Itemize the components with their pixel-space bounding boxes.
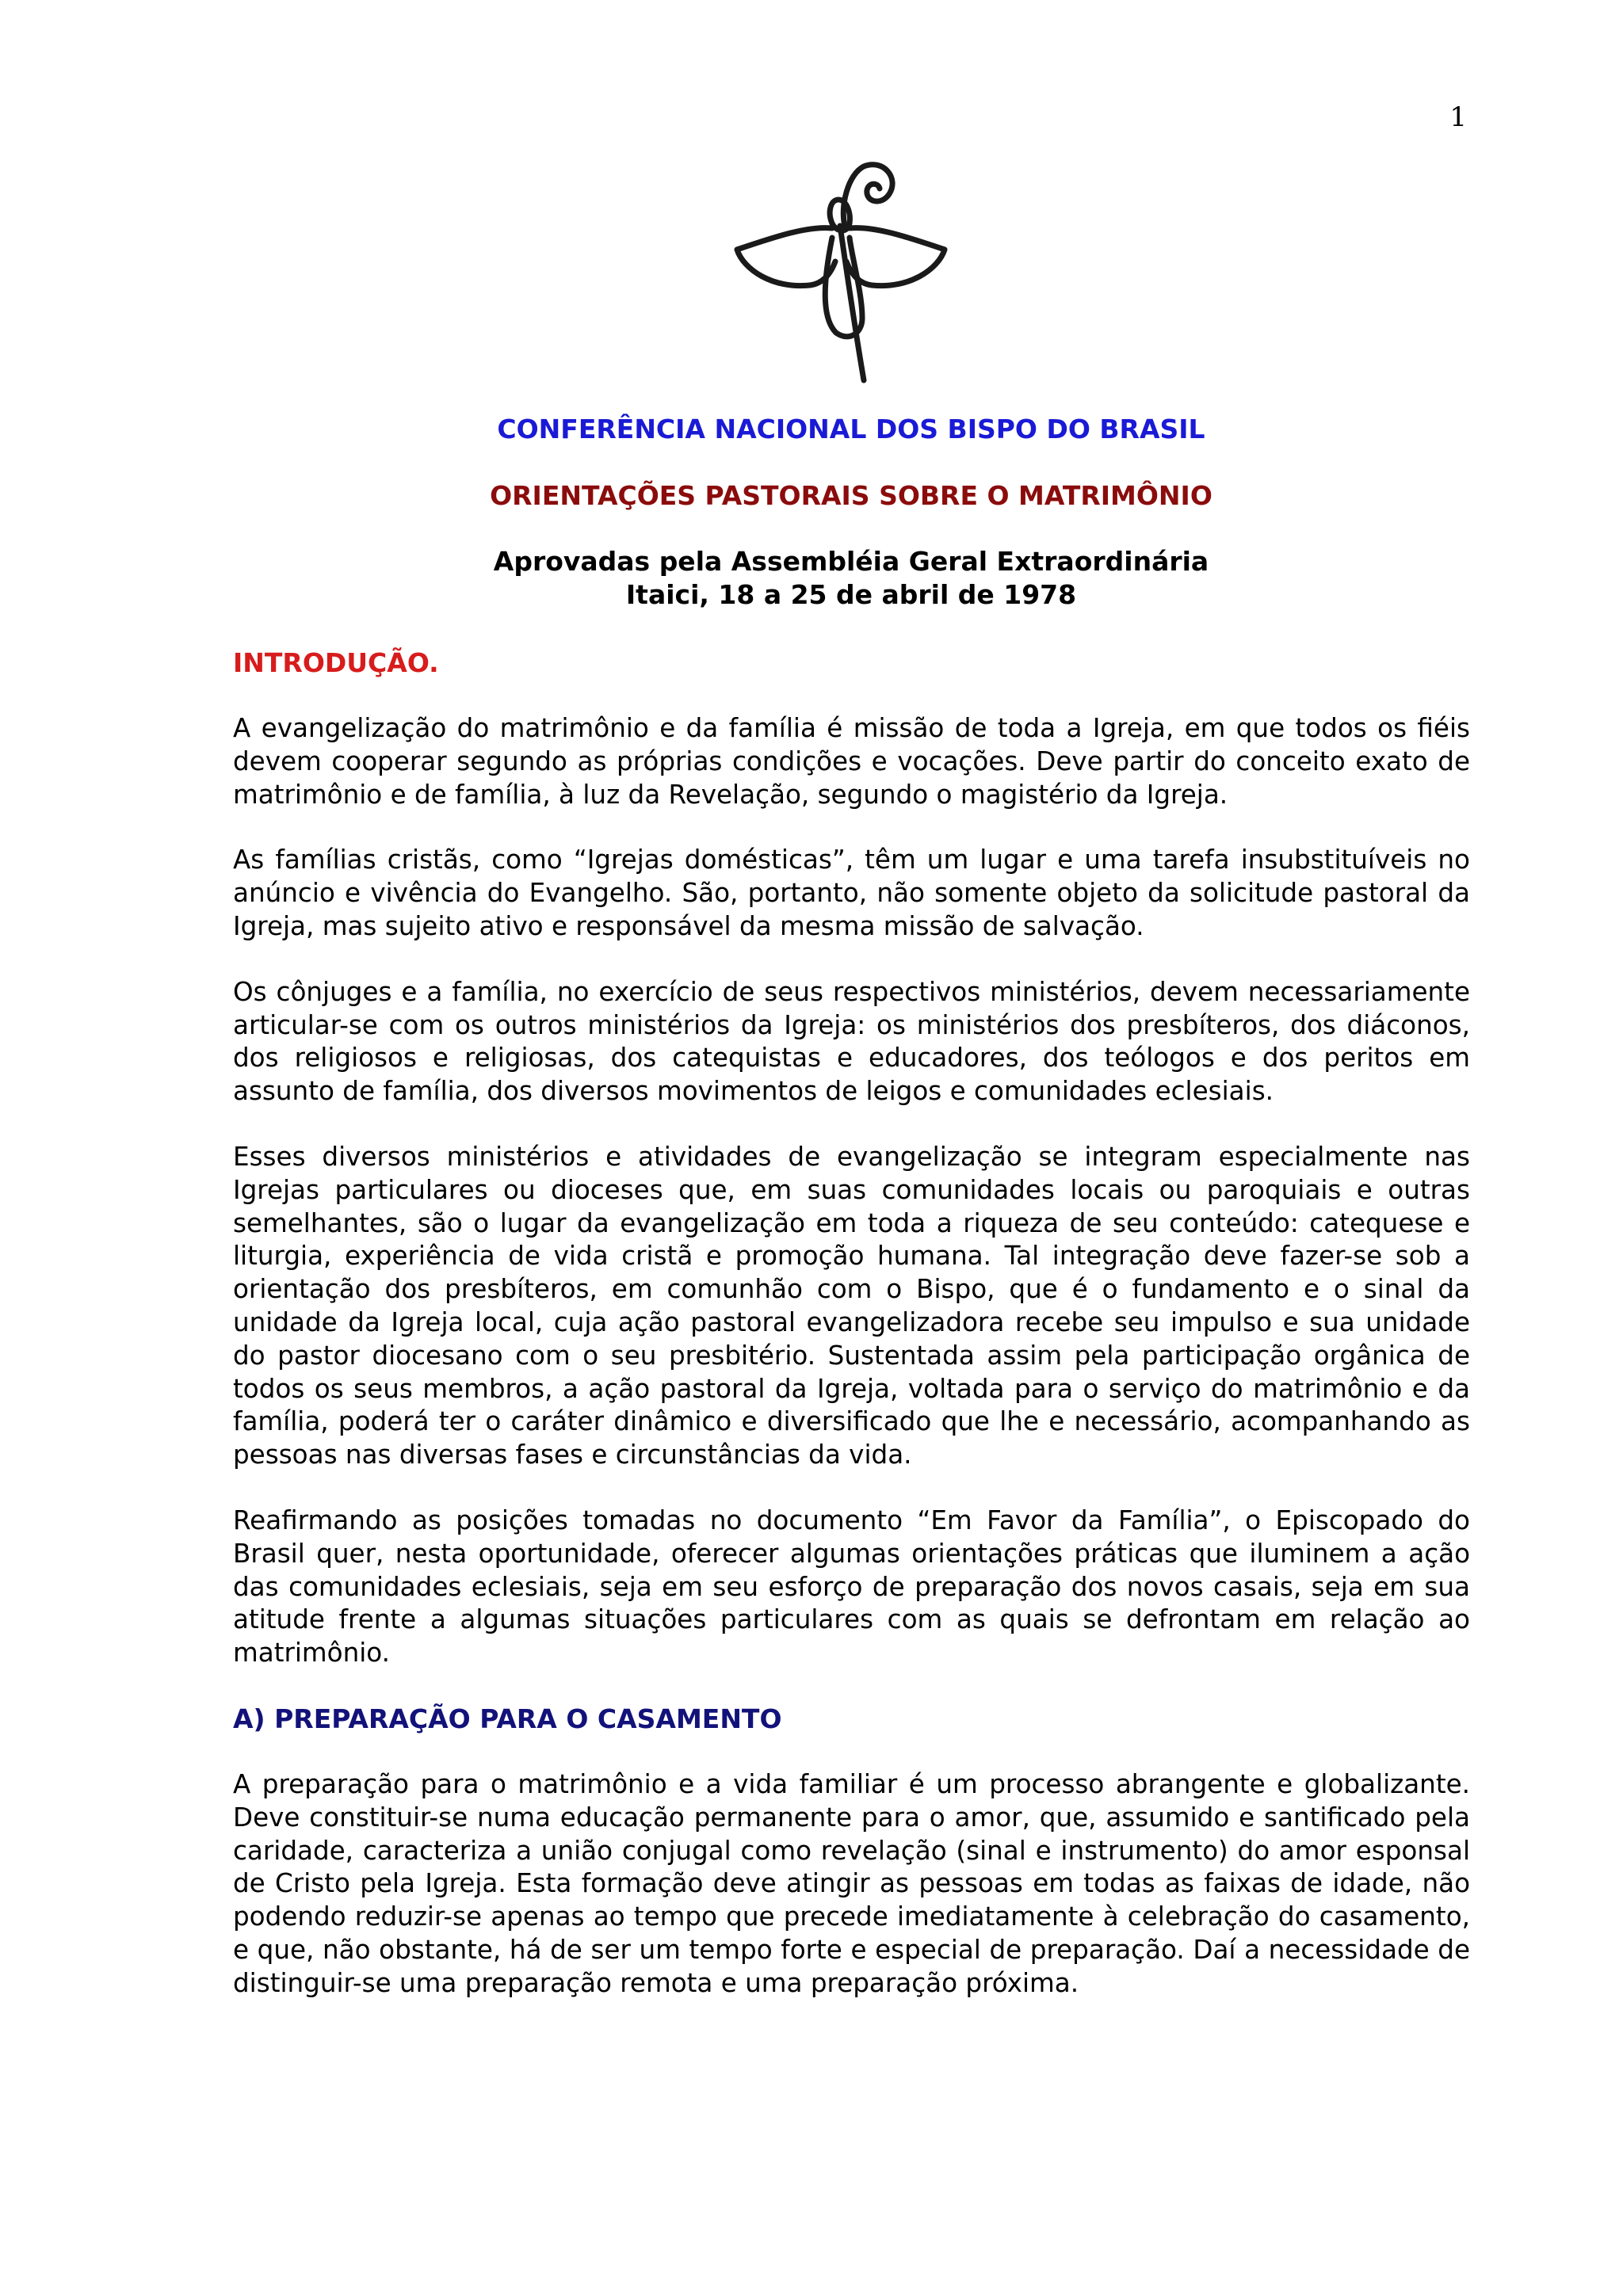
document-body (233, 646, 1470, 2033)
approval-info (233, 545, 1469, 612)
document-title: ORIENTAÇÕES PASTORAIS SOBRE O MATRIMÔNIO (490, 480, 1212, 511)
paragraph: A evangelização do matrimônio e da família é missão de toda a Igreja, em que todos os fiéis devem cooperar segundo as próprias condições e vocações. Deve partir do conceito exato de matrimônio e de família, à luz da Revelação, segundo o magistério da Igreja. (233, 713, 1470, 810)
page-number: 1 (1449, 101, 1467, 133)
paragraph: Os cônjuges e a família, no exercício de seus respectivos ministérios, devem necessariamente articular-se com os outros ministérios da Igreja: os ministérios dos presbíteros, dos diáconos, dos religiosos e religiosas, dos catequistas e educadores, dos teólogos e dos peritos em assunto de família, dos diversos movimentos de leigos e comunidades eclesiais. (233, 976, 1470, 1107)
paragraph: Reafirmando as posições tomadas no documento “Em Favor da Família”, o Episcopado do Brasil quer, nesta oportunidade, oferecer algumas orientações práticas que iluminem a ação das comunidades eclesiais, seja em seu esforço de preparação dos novos casais, seja em sua atitude frente a algumas situações particulares com as quais se defrontam em relação ao matrimônio. (233, 1505, 1470, 1669)
paragraph: A preparação para o matrimônio e a vida familiar é um processo abrangente e globalizante. Deve constituir-se numa educação permanente para o amor, que, assumido e santificado pela caridade, caracteriza a união conjugal como revelação (sinal e instrumento) do amor esponsal de Cristo pela Igreja. Esta formação deve atingir as pessoas em todas as faixas de idade, não podendo reduzir-se apenas ao tempo que precede imediatamente à celebração do casamento, e que, não obstante, há de ser um tempo forte e especial de preparação. Daí a necessidade de distinguir-se uma preparação remota e uma preparação próxima. (233, 1768, 1470, 1998)
org-title: CONFERÊNCIA NACIONAL DOS BISPO DO BRASIL (497, 414, 1205, 444)
section-a-heading: A) PREPARAÇÃO PARA O CASAMENTO (233, 1703, 782, 1734)
approval-line: Aprovadas pela Assembléia Geral Extraordinária (493, 546, 1209, 577)
intro-heading: INTRODUÇÃO. (233, 647, 439, 678)
paragraph: Esses diversos ministérios e atividades de evangelização se integram especialmente nas Igrejas particulares ou dioceses que, em suas comunidades locais ou paroquiais e outras semelhantes, são o lugar da evangelização em toda a riqueza de seu conteúdo: catequese e liturgia, experiência de vida cristã e promoção humana. Tal integração deve fazer-se sob a orientação dos presbíteros, em comunhão com o Bispo, que é o fundamento e o sinal da unidade da Igreja local, cuja ação pastoral evangelizadora recebe seu impulso e sua unidade do pastor diocesano com o seu presbitério. Sustentada assim pela participação orgânica de todos os seus membros, a ação pastoral da Igreja, voltada para o serviço do matrimônio e da família, poderá ter o caráter dinâmico e diversificado que lhe e necessário, acompanhando as pessoas nas diversas fases e circunstâncias da vida. (233, 1141, 1470, 1470)
paragraph: As famílias cristãs, como “Igrejas domésticas”, têm um lugar e uma tarefa insubstituíveis no anúncio e vivência do Evangelho. São, portanto, não somente objeto da solicitude pastoral da Igreja, mas sujeito ativo e responsável da mesma missão de salvação. (233, 845, 1470, 941)
dove-logo-icon (721, 151, 959, 384)
approval-date-line: Itaici, 18 a 25 de abril de 1978 (625, 579, 1077, 610)
